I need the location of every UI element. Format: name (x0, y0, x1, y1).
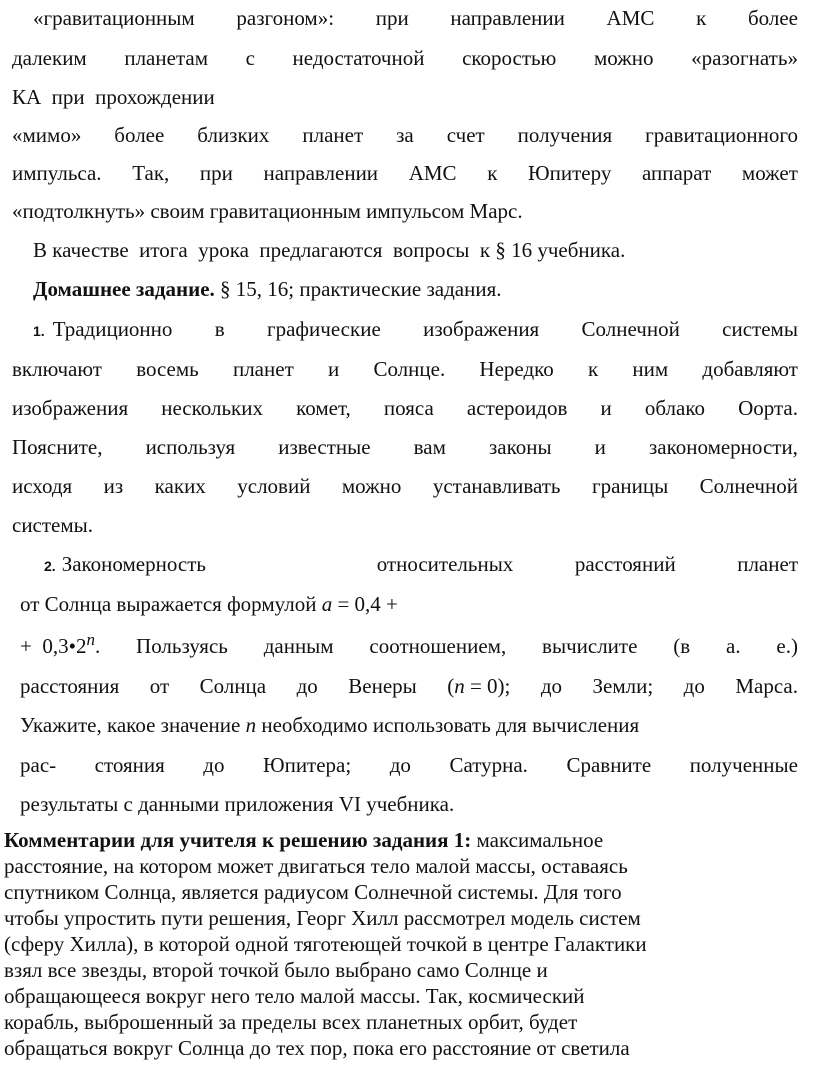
task-1-line: изображения нескольких комет, пояса астероидов и облако Оорта. (12, 396, 798, 420)
comment-line: Комментарии для учителя к решению задания 1: максимальное (4, 828, 604, 852)
comment-line: корабль, выброшенный за пределы всех планетных орбит, будет (4, 1010, 578, 1034)
task-1-line: 1. Традиционно в графические изображения Солнечной системы (33, 317, 798, 344)
paragraph-line: «гравитационным разгоном»: при направлении АМС к более (33, 6, 798, 30)
task-1-line: системы. (12, 513, 94, 537)
formula-variable-n: n (245, 713, 257, 737)
task-2-line: от Солнца выражается формулой a = 0,4 + (20, 592, 398, 616)
paragraph-line: «подтолкнуть» своим гравитационным импульсом Марс. (12, 199, 523, 223)
task-1-line: Поясните, используя известные вам законы и закономерности, (12, 435, 798, 459)
comment-line: расстояние, на котором может двигаться тело малой массы, оставаясь (4, 854, 628, 878)
comment-line: спутником Солнца, является радиусом Солнечной системы. Для того (4, 880, 622, 904)
task-2-line: расстояния от Солнца до Венеры (n = 0); до Земли; до Марса. (20, 674, 798, 698)
paragraph-line: «мимо» более близких планет за счет получения гравитационного (12, 123, 798, 147)
comment-line: обращающееся вокруг него тело малой массы. Так, космический (4, 984, 585, 1008)
comment-line: взял все звезды, второй точкой было выбрано само Солнце и (4, 958, 548, 982)
comment-label: Комментарии для учителя к решению задания 1: (4, 828, 472, 852)
comment-line: чтобы упростить пути решения, Георг Хилл рассмотрел модель систем (4, 906, 641, 930)
teacher-comment (4, 827, 812, 1061)
homework-text: § 15, 16; практические задания. (214, 277, 502, 301)
task-2-line: Укажите, какое значение n необходимо использовать для вычисления (20, 713, 640, 737)
task-1-line: включают восемь планет и Солнце. Нередко к ним добавляют (12, 357, 798, 381)
homework-label: Домашнее задание. (33, 277, 215, 301)
task-2-line: результаты с данными приложения VI учебника. (20, 792, 455, 816)
comment-line: (сферу Хилла), в которой одной тяготеющей точкой в центре Галактики (4, 932, 647, 956)
lesson-summary-line: В качестве итога урока предлагаются вопросы к § 16 учебника. (33, 238, 626, 262)
homework-line (33, 277, 502, 302)
paragraph-line: далеким планетам с недостаточной скоростью можно «разогнать» (12, 46, 798, 70)
task-2-line: + 0,3•2$^n$. Пользуясь данным соотношением, вычислите (в а. е.) (20, 630, 798, 658)
paragraph-line: КА при прохождении (12, 85, 215, 109)
formula-variable-a: a (321, 592, 333, 616)
task-1-number: 1. (33, 323, 45, 339)
task-1-line: исходя из каких условий можно устанавливать границы Солнечной (12, 474, 798, 498)
paragraph-line: импульса. Так, при направлении АМС к Юпитеру аппарат может (12, 161, 798, 185)
formula-exponent-n: n (86, 630, 95, 649)
task-2-line: 2. Закономерность относительных расстояний планет (44, 552, 798, 579)
formula-variable-n: n (454, 674, 465, 698)
comment-line: обращаться вокруг Солнца до тех пор, пока его расстояние от светила (4, 1036, 630, 1060)
task-2-number: 2. (44, 558, 56, 574)
task-2-line: рас- стояния до Юпитера; до Сатурна. Сравните полученные (20, 753, 798, 777)
